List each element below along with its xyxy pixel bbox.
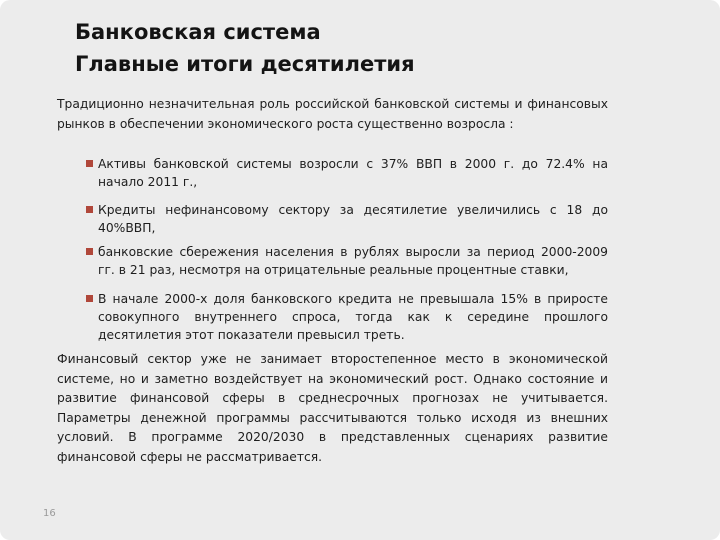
square-bullet-icon [86,295,93,302]
bullet-text: Кредиты нефинансовому сектору за десятилетие увеличились с 18 до 40%ВВП, [98,203,608,235]
square-bullet-icon [86,206,93,213]
bullet-item [86,155,608,191]
title-line-2: Главные итоги десятилетия [75,52,415,76]
bullet-list [86,155,608,344]
conclusion-paragraph: Финансовый сектор уже не занимает второстепенное место в экономической системе, но и заметно воздействует на экономический рост. Однако состояние и развитие финансовой сферы в среднесрочных прогнозах не учитывается. Параметры денежной программы рассчитываются только исходя из внешних условий. В программе 2020/2030 в представленных сценариях развитие финансовой сферы не рассматривается. [57,352,608,464]
bullet-item [86,290,608,344]
bullet-text: банковские сбережения населения в рублях выросли за период 2000-2009 гг. в 21 раз, несмотря на отрицательные реальные процентные ставки, [98,245,608,277]
bullet-text: В начале 2000-х доля банковского кредита не превышала 15% в приросте совокупного внутреннего спроса, тогда как к середине прошлого десятилетия этот показатели превысил треть. [98,292,608,342]
slide-title [75,18,675,78]
square-bullet-icon [86,248,93,255]
page-number: 16 [43,508,56,519]
title-line-1: Банковская система [75,20,321,44]
intro-paragraph: Традиционно незначительная роль российской банковской системы и финансовых рынков в обеспечении экономического роста существенно возросла : [57,97,608,131]
bullet-text: Активы банковской системы возросли с 37% ВВП в 2000 г. до 72.4% на начало 2011 г., [98,157,608,189]
square-bullet-icon [86,160,93,167]
bullet-item [86,243,608,279]
bullet-item [86,201,608,237]
